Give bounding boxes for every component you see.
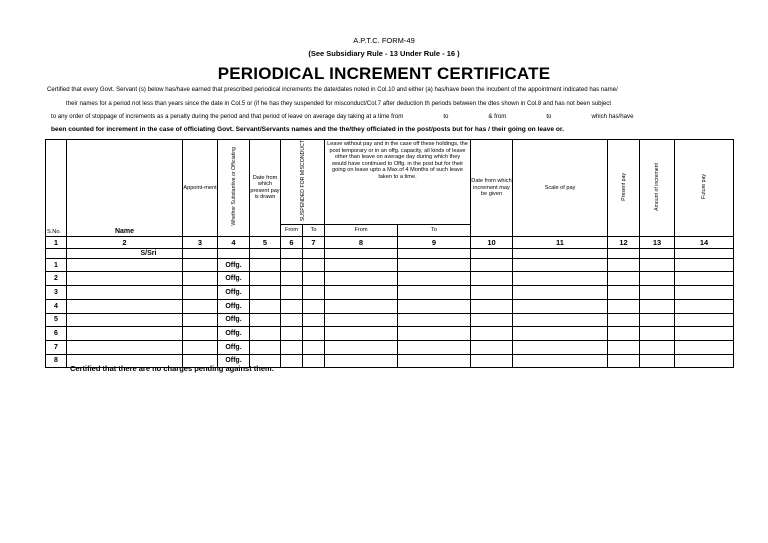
- row-sno: 6: [46, 327, 67, 341]
- cell: [303, 327, 325, 341]
- header-date-present-pay: Date from which present pay is drawn: [250, 174, 280, 201]
- col-number: 6: [281, 236, 303, 248]
- cell: [513, 354, 608, 368]
- cell: [325, 340, 398, 354]
- certification-line-1: Certified that every Govt. Servant (s) below has/have earned that prescribed periodical increments the date/dates noted in Col.10 and either (a) has/have been the incubent of the appointment indicated has name/: [47, 86, 618, 93]
- row-status: Offg.: [218, 272, 250, 286]
- cell: [398, 313, 471, 327]
- cell: [675, 248, 734, 258]
- cell: [513, 258, 608, 272]
- cell: [675, 272, 734, 286]
- cell: [325, 286, 398, 300]
- cell: [608, 258, 640, 272]
- cell: [183, 272, 218, 286]
- cell: [250, 340, 281, 354]
- cell: [675, 327, 734, 341]
- cell: [67, 299, 183, 313]
- table-row: [46, 258, 734, 272]
- col-number: 1: [46, 236, 67, 248]
- cell: [640, 258, 675, 272]
- salutation: S/Sri: [67, 248, 183, 258]
- col-number: 13: [640, 236, 675, 248]
- col-number: 12: [608, 236, 640, 248]
- cell: [640, 340, 675, 354]
- form-number: A.P.T.C. FORM-49: [353, 36, 415, 45]
- row-status: Offg.: [218, 313, 250, 327]
- table-row: [46, 299, 734, 313]
- cell: [281, 354, 303, 368]
- cell: [183, 286, 218, 300]
- cell: [183, 258, 218, 272]
- cell: [325, 248, 398, 258]
- certification-line-4: been counted for increment in the case of officiating Govt. Servant/Servants names and the the/they officiated in the post/posts but for has / their going on leave or.: [51, 126, 564, 133]
- header-date-increment: Date from which increment may be given: [471, 178, 512, 198]
- cell: [250, 313, 281, 327]
- row-sno: 8: [46, 354, 67, 368]
- cell: [250, 327, 281, 341]
- cell: [471, 313, 513, 327]
- cell: [67, 327, 183, 341]
- cell: [303, 313, 325, 327]
- col-number: 8: [325, 236, 398, 248]
- cell: [281, 248, 303, 258]
- cell: [398, 299, 471, 313]
- cell: [471, 340, 513, 354]
- col-number: 9: [398, 236, 471, 248]
- cell: [640, 248, 675, 258]
- cell: [250, 286, 281, 300]
- row-status: Offg.: [218, 327, 250, 341]
- cell: [281, 313, 303, 327]
- cell: [183, 327, 218, 341]
- cell: [67, 258, 183, 272]
- cell: [183, 248, 218, 258]
- cell: [183, 340, 218, 354]
- header-amount-increment: Amount of increment: [654, 162, 660, 211]
- certification-line-3-end: which has/have: [591, 113, 634, 120]
- cell: [398, 354, 471, 368]
- cell: [281, 258, 303, 272]
- header-name: Name: [114, 228, 135, 236]
- cell: [67, 313, 183, 327]
- cell: [608, 299, 640, 313]
- col-number: 14: [675, 236, 734, 248]
- cell: [303, 258, 325, 272]
- header-leave-from: From: [325, 224, 398, 236]
- col-number: 11: [513, 236, 608, 248]
- cell: [640, 272, 675, 286]
- cell: [325, 327, 398, 341]
- cell: [281, 299, 303, 313]
- col-number: 7: [303, 236, 325, 248]
- cell: [608, 286, 640, 300]
- row-sno: 1: [46, 258, 67, 272]
- salutation-row-sno: [46, 248, 67, 258]
- footer-note: Certified that there are no charges pending against them.: [70, 364, 274, 373]
- cell: [303, 299, 325, 313]
- cell: [183, 299, 218, 313]
- cell: [675, 313, 734, 327]
- cell: [325, 354, 398, 368]
- cell: [325, 272, 398, 286]
- cell: [325, 258, 398, 272]
- header-suspended: SUSPENDED FOR MISCONDUCT: [299, 140, 306, 222]
- cell: [640, 354, 675, 368]
- cell: [303, 286, 325, 300]
- header-present-pay: Present pay: [620, 172, 627, 201]
- row-sno: 7: [46, 340, 67, 354]
- table-row: [46, 313, 734, 327]
- rule-reference: (See Subsidiary Rule - 13 Under Rule - 16 ): [308, 49, 460, 58]
- cell: [471, 327, 513, 341]
- cell: [303, 272, 325, 286]
- cell: [675, 258, 734, 272]
- cell: [608, 327, 640, 341]
- row-sno: 2: [46, 272, 67, 286]
- cell: [675, 299, 734, 313]
- cell: [640, 327, 675, 341]
- row-status: Offg.: [218, 286, 250, 300]
- certification-line-3: [51, 113, 633, 121]
- cell: [398, 248, 471, 258]
- header-suspended-from: From: [281, 224, 303, 236]
- col-number: 3: [183, 236, 218, 248]
- header-appointment: Appoint-ment: [183, 184, 217, 191]
- cell: [513, 248, 608, 258]
- cell: [325, 299, 398, 313]
- header-leave: Leave without pay and in the case off these holdings, the post temporary or in an offg. capacity, all kinds of leave other than leave on average day during which they would have continued to Offg. in the post but for their going on leave upto a Max.of 4 Months of such leave taken to a time.: [327, 141, 468, 180]
- cell: [67, 340, 183, 354]
- cell: [513, 286, 608, 300]
- col-number: 4: [218, 236, 250, 248]
- cell: [471, 286, 513, 300]
- row-status: Offg.: [218, 340, 250, 354]
- cell: [608, 354, 640, 368]
- cell: [608, 313, 640, 327]
- cell: [640, 286, 675, 300]
- row-sno: 5: [46, 313, 67, 327]
- cell: [640, 313, 675, 327]
- cell: [67, 272, 183, 286]
- header-suspended-to: To: [303, 224, 325, 236]
- cell: [675, 340, 734, 354]
- cell: [471, 248, 513, 258]
- header-substantive: Whether Substantive or Officiating: [230, 147, 237, 226]
- cell: [281, 272, 303, 286]
- leave-period-to-2: to: [546, 113, 552, 120]
- cell: [471, 354, 513, 368]
- cell: [281, 340, 303, 354]
- cell: [67, 286, 183, 300]
- cell: [675, 354, 734, 368]
- col-number: 10: [471, 236, 513, 248]
- certification-line-3-text: to any order of stoppage of increments as a penalty during the period and that period of leave on average day taking at a time from: [51, 113, 404, 120]
- header-leave-to: To: [398, 224, 471, 236]
- cell: [281, 327, 303, 341]
- cell: [471, 258, 513, 272]
- leave-period-from: & from: [488, 113, 507, 120]
- cell: [398, 327, 471, 341]
- page-title: PERIODICAL INCREMENT CERTIFICATE: [217, 64, 551, 83]
- cell: [398, 258, 471, 272]
- cell: [325, 313, 398, 327]
- cell: [675, 286, 734, 300]
- certification-line-2: their names for a period not less than years since the date in Col.5 or (if he has they suspended for misconduct/Col.7 after deduction th periods between the dtes shown in Col.8 and has not been subject: [66, 100, 612, 107]
- leave-period-to-1: to: [443, 113, 449, 120]
- cell: [398, 340, 471, 354]
- row-status: Offg.: [218, 258, 250, 272]
- cell: [513, 340, 608, 354]
- cell: [250, 272, 281, 286]
- cell: [250, 299, 281, 313]
- cell: [183, 313, 218, 327]
- header-future-pay: Future pay: [701, 174, 707, 200]
- cell: [303, 248, 325, 258]
- row-sno: 4: [46, 299, 67, 313]
- cell: [608, 272, 640, 286]
- cell: [471, 299, 513, 313]
- cell: [513, 313, 608, 327]
- cell: [471, 272, 513, 286]
- row-status: Offg.: [218, 299, 250, 313]
- cell: [608, 248, 640, 258]
- row-sno: 3: [46, 286, 67, 300]
- table-row: [46, 340, 734, 354]
- cell: [250, 258, 281, 272]
- cell: [250, 248, 281, 258]
- cell: [281, 286, 303, 300]
- cell: [398, 286, 471, 300]
- cell: [513, 327, 608, 341]
- table-row: [46, 327, 734, 341]
- header-sno: S.No.: [47, 229, 61, 236]
- cell: [640, 299, 675, 313]
- cell: [513, 299, 608, 313]
- cell: [303, 354, 325, 368]
- cell: [398, 272, 471, 286]
- header-scale: Scale of pay: [544, 184, 576, 191]
- cell: [513, 272, 608, 286]
- table-row: [46, 286, 734, 300]
- increment-table: [45, 139, 734, 368]
- cell: [218, 248, 250, 258]
- col-number: 2: [67, 236, 183, 248]
- table-row: [46, 272, 734, 286]
- row-status: Offg.: [218, 354, 250, 368]
- cell: [608, 340, 640, 354]
- col-number: 5: [250, 236, 281, 248]
- cell: [303, 340, 325, 354]
